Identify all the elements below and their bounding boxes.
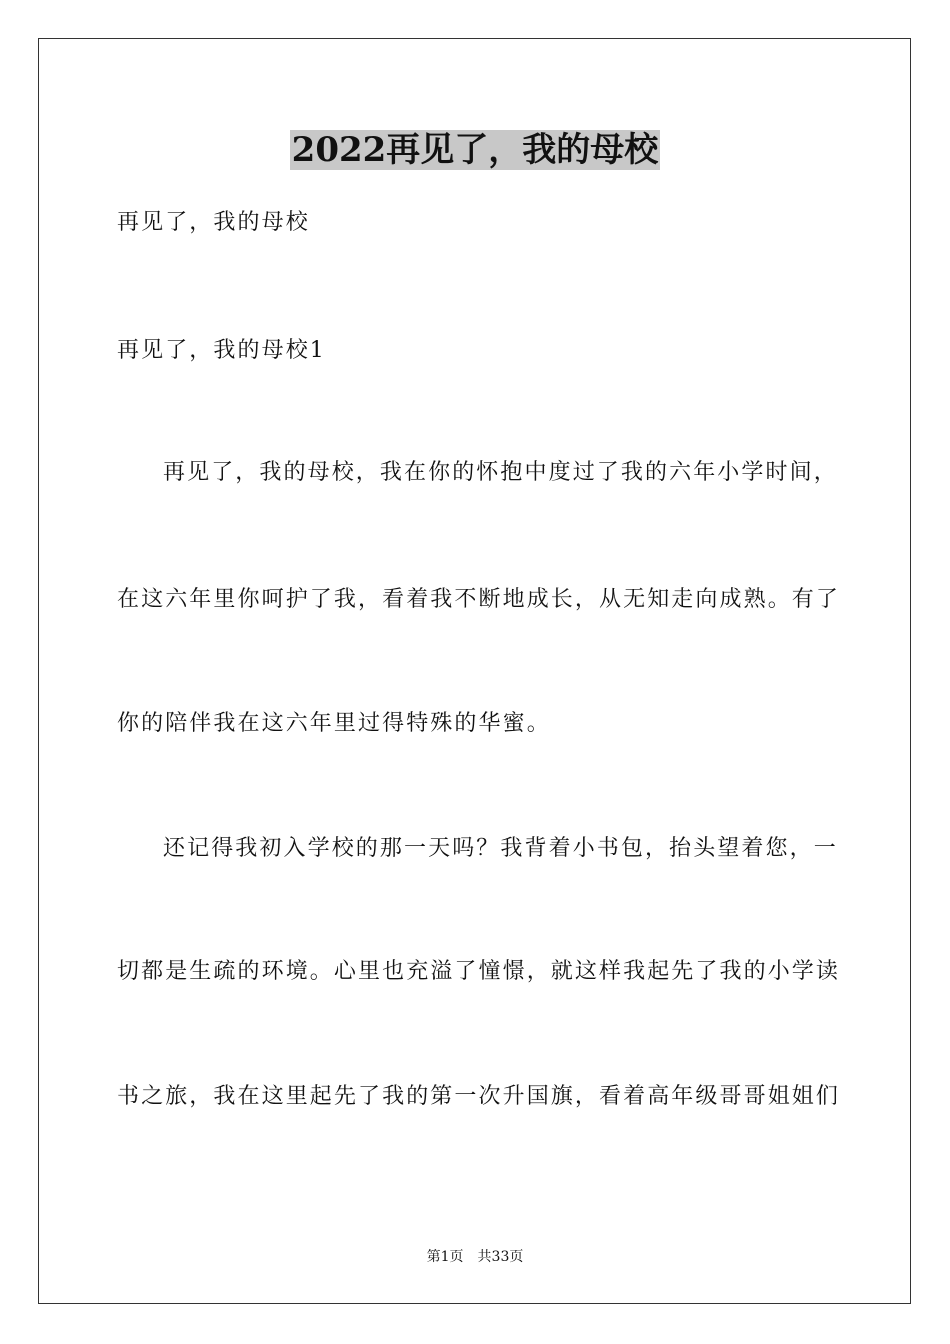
page-footer [0,1247,950,1267]
paragraph-line: 再见了，我的母校，我在你的怀抱中度过了我的六年小学时间， [163,460,838,485]
paragraph-line: 书之旅，我在这里起先了我的第一次升国旗，看着高年级哥哥姐姐们 [117,1084,841,1109]
document-title: 2022再见了，我的母校 [291,130,659,170]
page-number: 第1页 [426,1249,464,1265]
paragraph-line: 你的陪伴我在这六年里过得特殊的华蜜。 [117,711,551,736]
section-heading: 再见了，我的母校1 [117,338,326,363]
document-subtitle: 再见了，我的母校 [117,210,310,235]
paragraph-line: 还记得我初入学校的那一天吗？我背着小书包，抬头望着您，一 [163,836,838,861]
page-total: 共33页 [477,1249,524,1265]
paragraph-line: 切都是生疏的环境。心里也充溢了憧憬，就这样我起先了我的小学读 [117,959,841,984]
paragraph-line: 在这六年里你呵护了我，看着我不断地成长，从无知走向成熟。有了 [117,587,841,612]
